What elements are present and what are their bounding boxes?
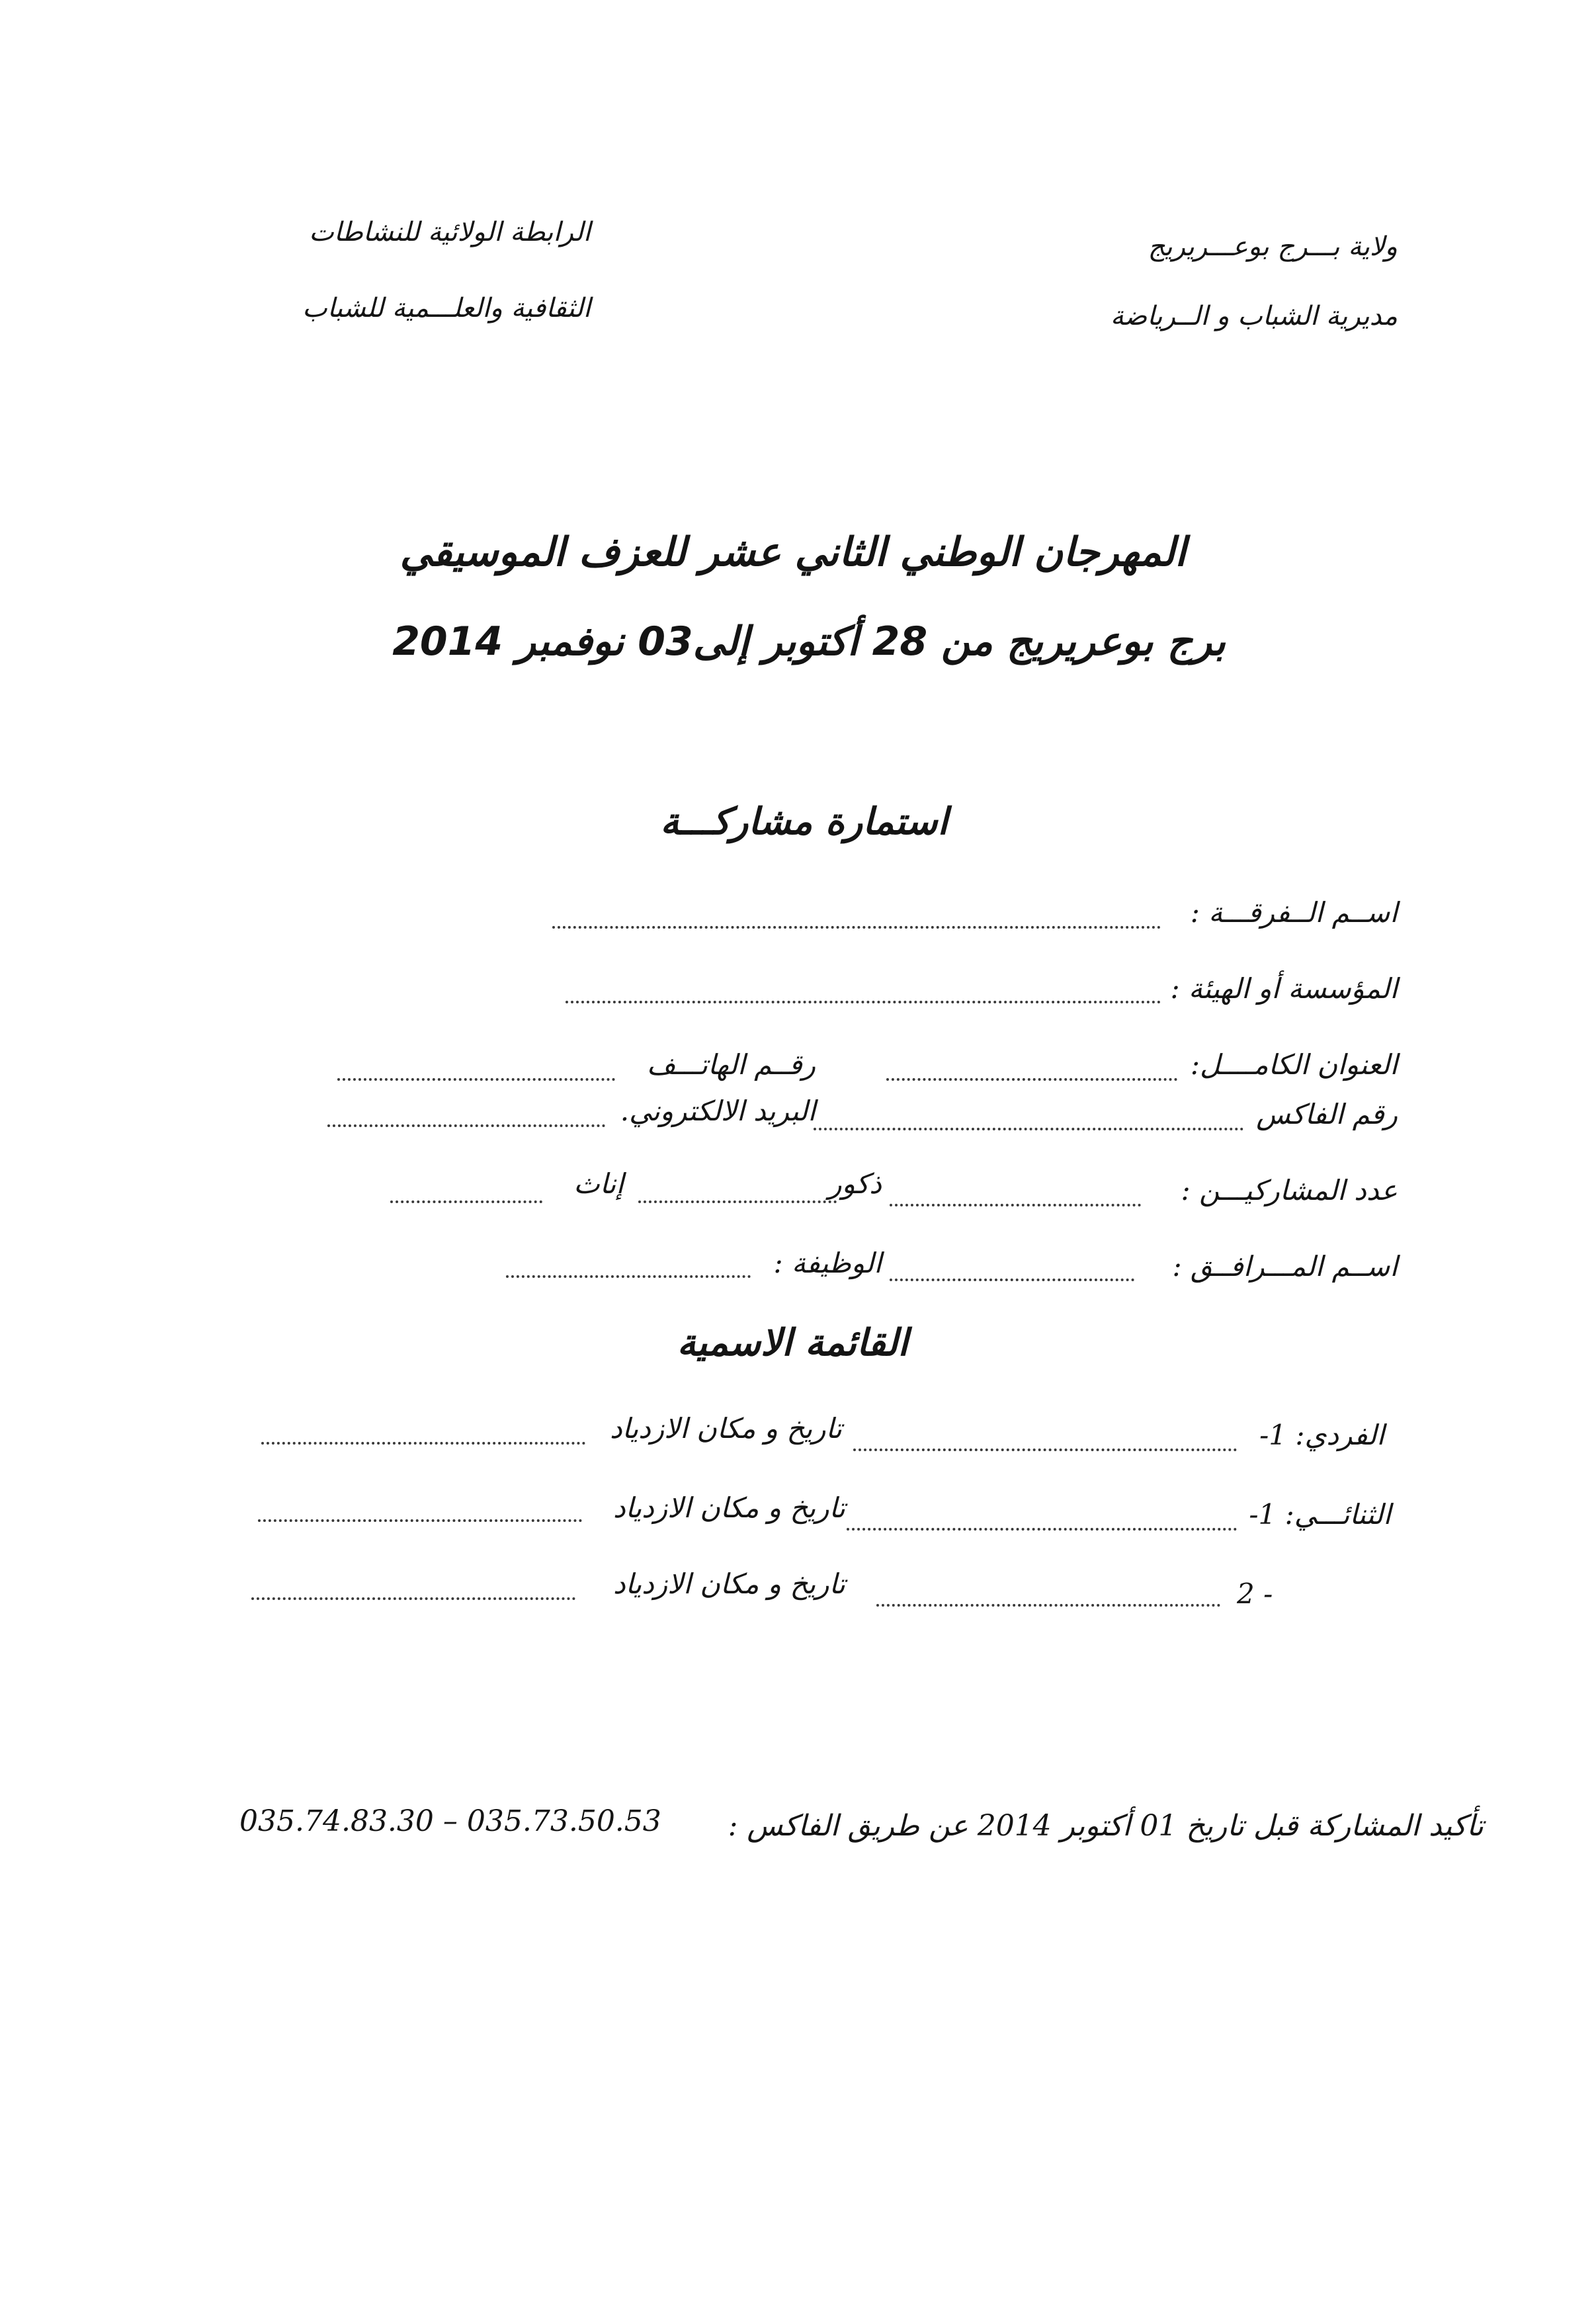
address-label: العنوان الكامــــل: — [1190, 1048, 1398, 1081]
header-directorate: مديرية الشباب و الــرياضة — [1110, 301, 1398, 331]
participants-label: عدد المشاركيـــن : — [1181, 1174, 1398, 1206]
females-label: إناث — [573, 1167, 624, 1200]
duo-name-field-2[interactable] — [876, 1604, 1220, 1607]
job-field[interactable] — [506, 1275, 751, 1278]
festival-title: المهرجان الوطني الثاني عشر للعزف الموسيقي — [399, 529, 1186, 575]
email-field[interactable] — [327, 1124, 605, 1127]
solo-name-field[interactable] — [853, 1449, 1237, 1451]
header-league-line2: الثقافية والعلـــمية للشباب — [302, 293, 591, 323]
participation-confirmation: تأكيد المشاركة قبل تاريخ 01 أكتوبر 2014 عن طريق الفاكس : — [728, 1809, 1484, 1843]
institution-label: المؤسسة أو الهيئة : — [1170, 972, 1398, 1005]
males-label: ذكور — [828, 1167, 882, 1200]
address-field[interactable] — [886, 1078, 1177, 1081]
solo-birth-label: تاريخ و مكان الازدياد — [609, 1412, 842, 1445]
duo-label: الثنائـــي: 1- — [1249, 1498, 1391, 1531]
form-title: استمارة مشاركـــة — [660, 800, 948, 843]
band-name-field[interactable] — [552, 926, 1161, 929]
phone-field[interactable] — [337, 1078, 615, 1081]
females-field[interactable] — [638, 1200, 837, 1203]
institution-field[interactable] — [566, 1001, 1161, 1003]
item-2-label: 2 - — [1237, 1577, 1273, 1610]
males-field[interactable] — [890, 1204, 1141, 1206]
phone-label: رقــم الهاتـــف — [647, 1048, 816, 1081]
fax-label: رقم الفاكس — [1256, 1098, 1398, 1130]
solo-birth-field[interactable] — [261, 1442, 585, 1445]
header-league-line1: الرابطة الولائية للنشاطات — [309, 217, 591, 247]
solo-label: الفردي: 1- — [1259, 1419, 1384, 1451]
duo-birth-field-1[interactable] — [258, 1519, 582, 1522]
duo-birth-label-1: تاريخ و مكان الازدياد — [612, 1492, 845, 1524]
email-label: البريد الالكتروني. — [620, 1095, 816, 1127]
participants-extra-field[interactable] — [390, 1200, 542, 1203]
fax-numbers: 035.74.83.30 – 035.73.50.53 — [239, 1804, 661, 1838]
band-name-label: اســم الــفرقـــة : — [1190, 896, 1398, 929]
duo-birth-field-2[interactable] — [251, 1597, 575, 1600]
fax-field[interactable] — [814, 1128, 1243, 1130]
header-wilaya: ولاية بـــرج بوعـــريريج — [1148, 231, 1398, 262]
name-list-title: القائمة الاسمية — [677, 1322, 908, 1365]
job-label: الوظيفة : — [773, 1247, 882, 1279]
companion-field[interactable] — [890, 1279, 1134, 1281]
duo-birth-label-2: تاريخ و مكان الازدياد — [612, 1568, 845, 1600]
duo-name-field-1[interactable] — [847, 1528, 1237, 1531]
festival-dates: برج بوعريريج من 28 أكتوبر إلى03 نوفمبر 2014 — [392, 618, 1226, 665]
companion-label: اســم المـــرافــق : — [1172, 1250, 1398, 1283]
